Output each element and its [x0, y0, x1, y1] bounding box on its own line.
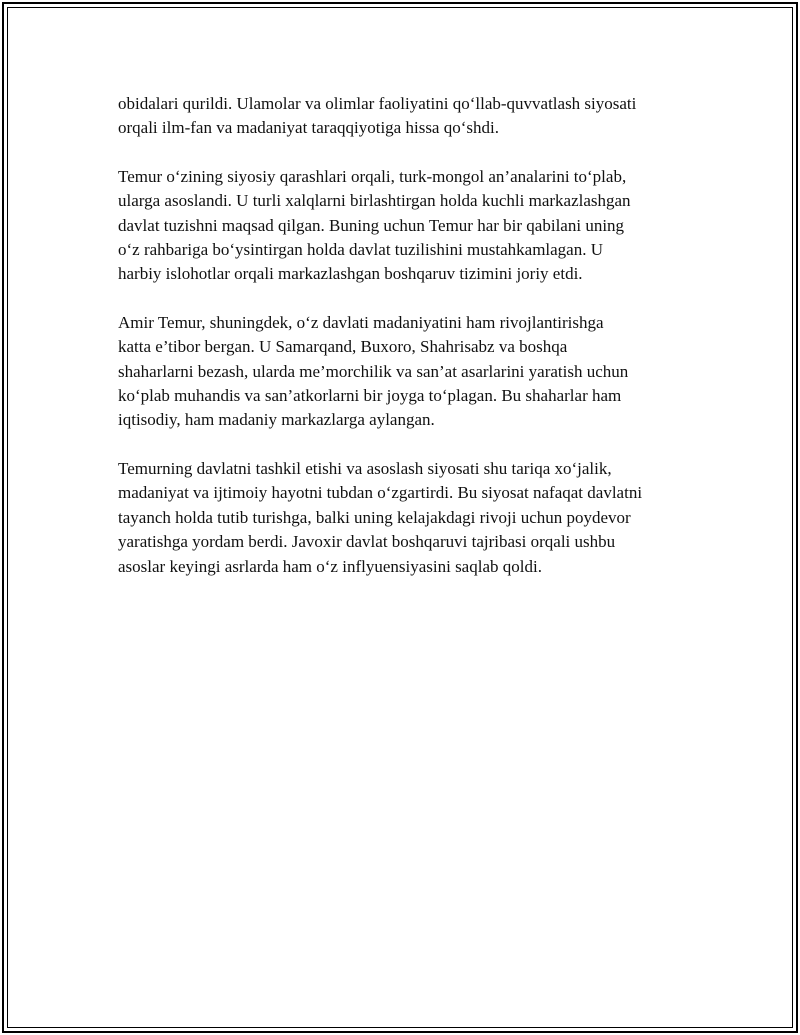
- text-line: asoslar keyingi asrlarda ham o‘z inflyuensiyasini saqlab qoldi.: [118, 556, 542, 576]
- text-line: shaharlarni bezash, ularda me’morchilik va san’at asarlarini yaratish uchun: [118, 361, 629, 381]
- paragraph-2: [118, 165, 698, 287]
- text-line: ularga asoslandi. U turli xalqlarni birlashtirgan holda kuchli markazlashgan: [118, 191, 631, 211]
- text-line: ko‘plab muhandis va san’atkorlarni bir joyga to‘plagan. Bu shaharlar ham: [118, 386, 622, 406]
- text-line: iqtisodiy, ham madaniy markazlarga aylangan.: [118, 410, 435, 430]
- paragraph-3: [118, 311, 698, 433]
- paragraph-4: [118, 457, 698, 579]
- text-line: orqali ilm-fan va madaniyat taraqqiyotiga hissa qo‘shdi.: [118, 118, 499, 138]
- text-line: yaratishga yordam berdi. Javoxir davlat boshqaruvi tajribasi orqali ushbu: [118, 532, 616, 552]
- text-line: davlat tuzishni maqsad qilgan. Buning uchun Temur har bir qabilani uning: [118, 215, 625, 235]
- text-line: Amir Temur, shuningdek, o‘z davlati madaniyatini ham rivojlantirishga: [118, 312, 604, 332]
- text-line: katta e’tibor bergan. U Samarqand, Buxoro, Shahrisabz va boshqa: [118, 337, 568, 357]
- text-line: Temurning davlatni tashkil etishi va asoslash siyosati shu tariqa xo‘jalik,: [118, 458, 612, 478]
- text-line: o‘z rahbariga bo‘ysintirgan holda davlat tuzilishini mustahkamlagan. U: [118, 240, 604, 260]
- text-line: harbiy islohotlar orqali markazlashgan boshqaruv tizimini joriy etdi.: [118, 264, 583, 284]
- text-line: madaniyat va ijtimoiy hayotni tubdan o‘zgartirdi. Bu siyosat nafaqat davlatni: [118, 483, 643, 503]
- paragraph-1: [118, 92, 698, 141]
- text-line: obidalari qurildi. Ulamolar va olimlar faoliyatini qo‘llab-quvvatlash siyosati: [118, 94, 637, 113]
- text-line: Temur o‘zining siyosiy qarashlari orqali, turk-mongol an’analarini to‘plab,: [118, 166, 627, 186]
- text-line: tayanch holda tutib turishga, balki uning kelajakdagi rivoji uchun poydevor: [118, 507, 631, 527]
- document-body: [118, 92, 698, 603]
